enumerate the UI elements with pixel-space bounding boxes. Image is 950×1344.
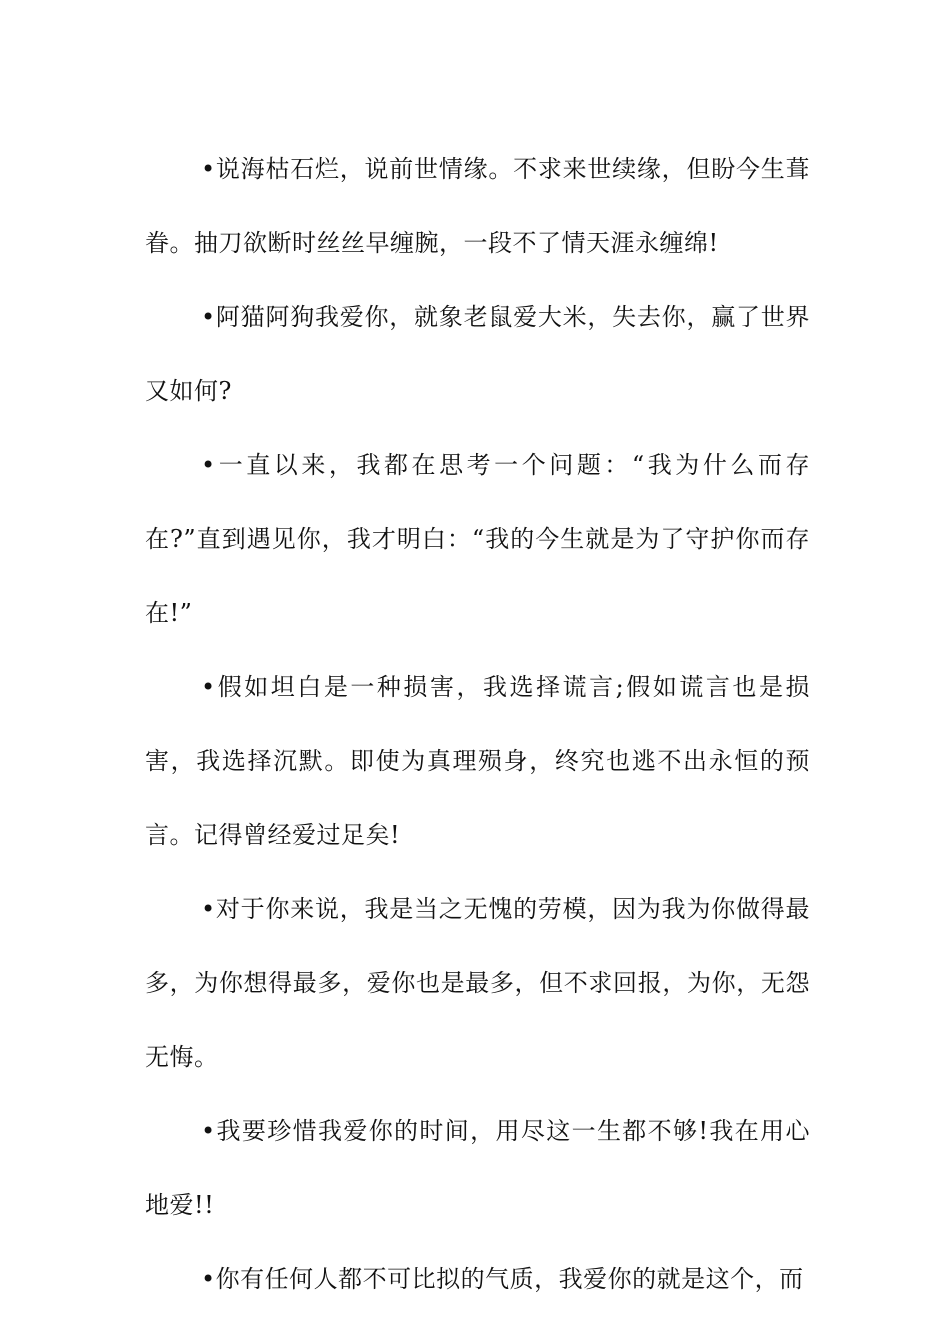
paragraph-7 (145, 1242, 810, 1316)
bullet-marker: • (201, 1265, 216, 1293)
paragraph-6 (145, 1094, 810, 1242)
paragraph-text: 说海枯石烂，说前世情缘。不求来世续缘，但盼今生葺眷。抽刀欲断时丝丝早缠腕，一段不了情天涯永缠绵! (145, 155, 810, 257)
paragraph-text: 我要珍惜我爱你的时间，用尽这一生都不够!我在用心地爱!! (145, 1117, 810, 1219)
paragraph-text: 对于你来说，我是当之无愧的劳模，因为我为你做得最多，为你想得最多，爱你也是最多，但不求回报，为你，无怨无悔。 (145, 895, 810, 1071)
bullet-marker: • (201, 895, 216, 923)
bullet-marker: • (201, 673, 216, 701)
paragraph-3 (145, 428, 810, 650)
paragraph-2 (145, 280, 810, 428)
paragraph-5 (145, 872, 810, 1094)
bullet-marker: • (201, 303, 216, 331)
bullet-marker: • (201, 155, 216, 183)
bullet-marker: • (201, 1117, 216, 1145)
paragraph-text: 假如坦白是一种损害，我选择谎言;假如谎言也是损害，我选择沉默。即使为真理殒身，终究也逃不出永恒的预言。记得曾经爱过足矣! (145, 673, 810, 849)
paragraph-text: 你有任何人都不可比拟的气质，我爱你的就是这个，而 (215, 1265, 804, 1293)
paragraph-1 (145, 132, 810, 280)
paragraph-text: 一直以来，我都在思考一个问题：“我为什么而存在?”直到遇见你，我才明白：“我的今生就是为了守护你而存在!” (145, 451, 810, 627)
paragraph-text: 阿猫阿狗我爱你，就象老鼠爱大米，失去你，赢了世界又如何? (145, 303, 810, 405)
paragraph-4 (145, 650, 810, 872)
bullet-marker: • (201, 451, 216, 479)
document-body (145, 132, 810, 1316)
